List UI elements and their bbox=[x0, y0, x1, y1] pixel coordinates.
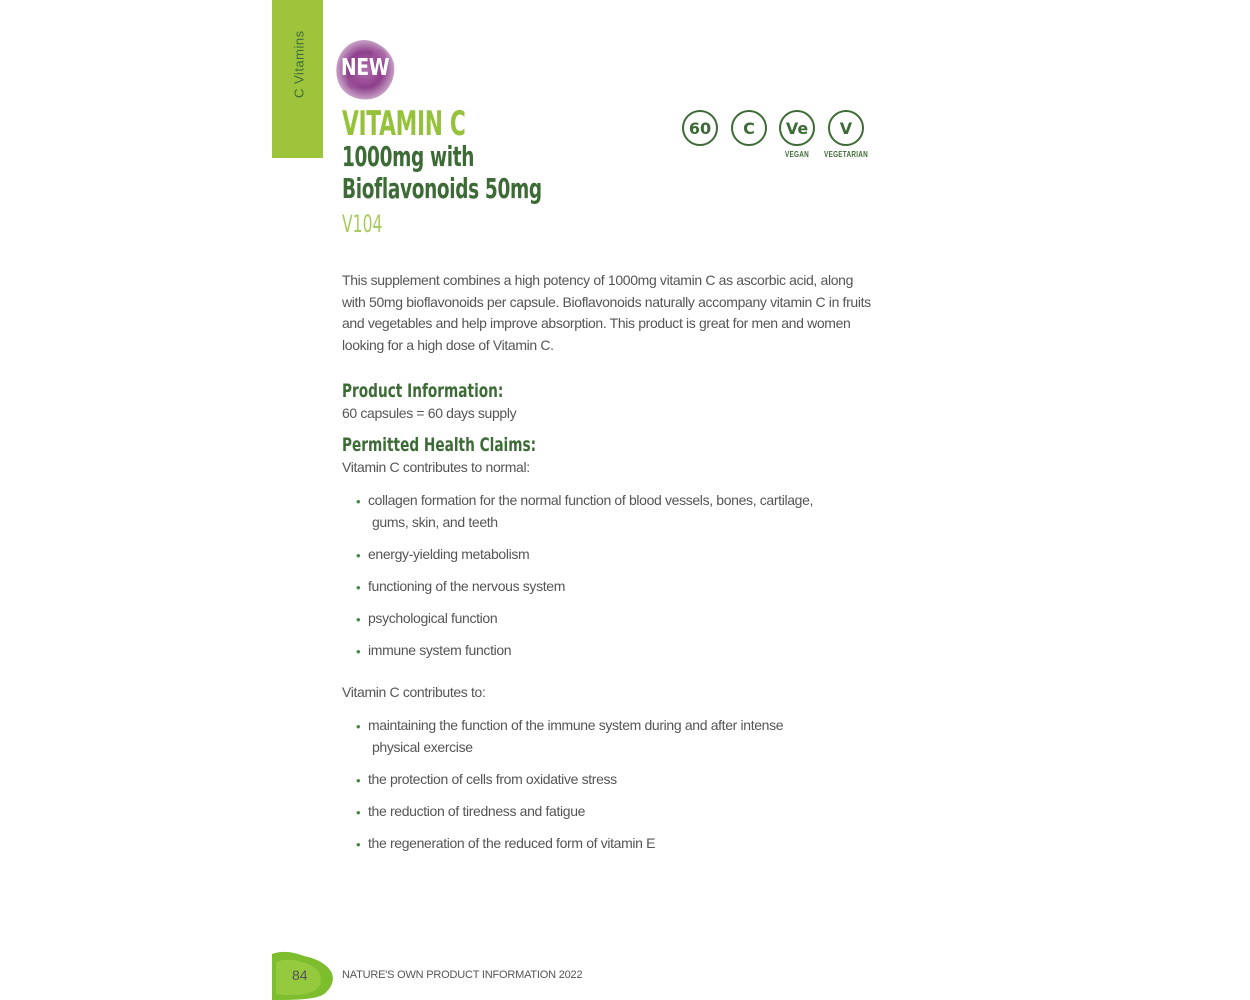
page-number: 84 bbox=[292, 967, 308, 983]
list-item: • the regeneration of the reduced form of vitamin E bbox=[356, 832, 856, 854]
list-item: • the protection of cells from oxidative stress bbox=[356, 768, 856, 790]
product-subtitle-line2: Bioflavonoids 50mg bbox=[342, 172, 542, 205]
bullet-icon: • bbox=[356, 644, 361, 659]
list-item: • immune system function bbox=[356, 639, 856, 661]
product-subtitle-line1: 1000mg with bbox=[342, 140, 475, 173]
list-item: • functioning of the nervous system bbox=[356, 575, 856, 597]
catalog-page bbox=[272, 0, 872, 1000]
normal-claims-intro: Vitamin C contributes to normal: bbox=[342, 459, 530, 475]
vitamin-c-symbol: C bbox=[731, 110, 767, 146]
new-badge-label: NEW bbox=[340, 55, 390, 81]
list-item: • maintaining the function of the immune system during and after intense physical exercise bbox=[356, 717, 784, 755]
health-claims-heading: Permitted Health Claims: bbox=[342, 434, 537, 456]
contributes-claims-intro: Vitamin C contributes to: bbox=[342, 684, 486, 700]
vegan-caption: VEGAN bbox=[785, 150, 809, 159]
list-item: • psychological function bbox=[356, 607, 856, 629]
bullet-icon: • bbox=[356, 580, 361, 595]
vegan-icon bbox=[779, 110, 815, 159]
bullet-icon: • bbox=[356, 612, 361, 627]
product-description: This supplement combines a high potency of 1000mg vitamin C as ascorbic acid, along with 50mg bioflavonoids per capsule. Bioflavonoids naturally accompany vitamin C in fruits and vegetables and help improve absorption. This product is great for men and women looking for a high dose of Vitamin C. bbox=[342, 272, 871, 354]
capsule-count-symbol: 60 bbox=[682, 110, 718, 146]
product-information-text: 60 capsules = 60 days supply bbox=[342, 405, 517, 421]
bullet-icon: • bbox=[356, 837, 361, 852]
category-tab-label: C Vitamins bbox=[291, 30, 307, 98]
bullet-icon: • bbox=[356, 494, 361, 509]
list-item: • the reduction of tiredness and fatigue bbox=[356, 800, 856, 822]
capsule-count-icon bbox=[682, 110, 718, 146]
bullet-icon: • bbox=[356, 773, 361, 788]
list-item: • collagen formation for the normal function of blood vessels, bones, cartilage, gums, skin, and teeth bbox=[356, 492, 814, 530]
product-code: V104 bbox=[342, 210, 383, 238]
footer-text: NATURE'S OWN PRODUCT INFORMATION 2022 bbox=[342, 969, 583, 981]
new-badge bbox=[333, 38, 397, 102]
product-subtitle bbox=[342, 141, 542, 205]
vegetarian-symbol: V bbox=[828, 110, 864, 146]
bullet-icon: • bbox=[356, 805, 361, 820]
product-title: VITAMIN C bbox=[342, 104, 466, 144]
normal-claims-list bbox=[356, 489, 856, 671]
vitamin-c-icon bbox=[731, 110, 767, 146]
bullet-icon: • bbox=[356, 719, 361, 734]
product-information-heading: Product Information: bbox=[342, 380, 504, 402]
category-tab bbox=[272, 0, 323, 158]
bullet-icon: • bbox=[356, 548, 361, 563]
contributes-claims-list bbox=[356, 714, 856, 864]
vegetarian-icon bbox=[824, 110, 868, 159]
list-item: • energy-yielding metabolism bbox=[356, 543, 856, 565]
vegetarian-caption: VEGETARIAN bbox=[824, 150, 868, 159]
vegan-symbol: Ve bbox=[779, 110, 815, 146]
